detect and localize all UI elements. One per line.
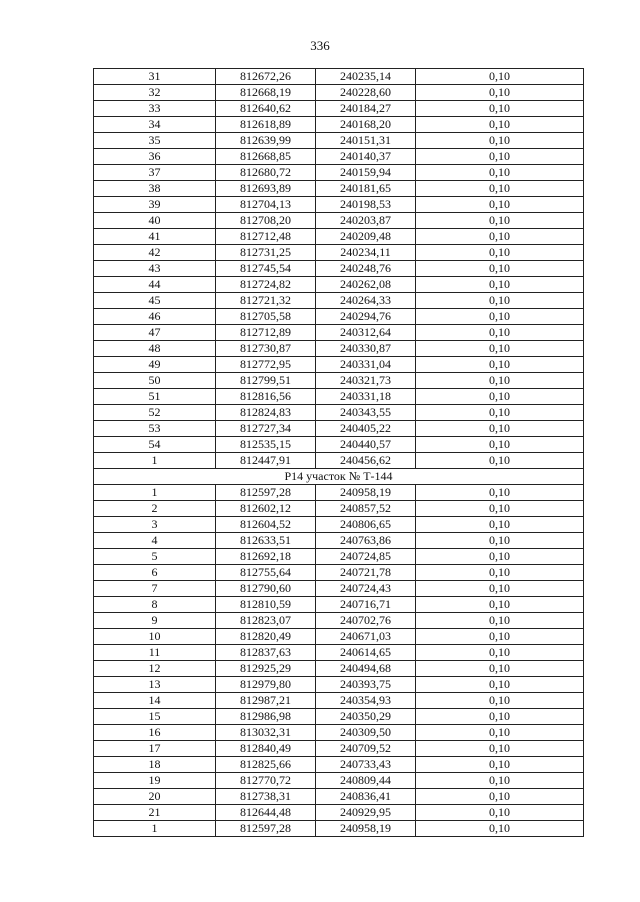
x-coordinate-cell: 812597,28 [216,821,316,837]
table-row [94,357,584,373]
table-row [94,165,584,181]
section-title: Р14 участок № Т-144 [94,469,584,485]
value-cell: 0,10 [416,85,584,101]
y-coordinate-cell: 240671,03 [316,629,416,645]
y-coordinate-cell: 240140,37 [316,149,416,165]
point-number-cell: 53 [94,421,216,437]
y-coordinate-cell: 240857,52 [316,501,416,517]
x-coordinate-cell: 812731,25 [216,245,316,261]
x-coordinate-cell: 812602,12 [216,501,316,517]
value-cell: 0,10 [416,229,584,245]
point-number-cell: 43 [94,261,216,277]
y-coordinate-cell: 240248,76 [316,261,416,277]
value-cell: 0,10 [416,453,584,469]
y-coordinate-cell: 240184,27 [316,101,416,117]
y-coordinate-cell: 240393,75 [316,677,416,693]
table-row [94,501,584,517]
point-number-cell: 35 [94,133,216,149]
y-coordinate-cell: 240198,53 [316,197,416,213]
value-cell: 0,10 [416,101,584,117]
x-coordinate-cell: 812633,51 [216,533,316,549]
x-coordinate-cell: 812790,60 [216,581,316,597]
point-number-cell: 48 [94,341,216,357]
x-coordinate-cell: 812824,83 [216,405,316,421]
table-row [94,341,584,357]
point-number-cell: 11 [94,645,216,661]
y-coordinate-cell: 240614,65 [316,645,416,661]
table-row [94,277,584,293]
table-row [94,725,584,741]
y-coordinate-cell: 240440,57 [316,437,416,453]
value-cell: 0,10 [416,197,584,213]
value-cell: 0,10 [416,549,584,565]
x-coordinate-cell: 812640,62 [216,101,316,117]
x-coordinate-cell: 812738,31 [216,789,316,805]
table-row [94,373,584,389]
table-row [94,261,584,277]
value-cell: 0,10 [416,421,584,437]
value-cell: 0,10 [416,501,584,517]
x-coordinate-cell: 812693,89 [216,181,316,197]
x-coordinate-cell: 812721,32 [216,293,316,309]
table-body [94,69,584,837]
table-row [94,309,584,325]
y-coordinate-cell: 240494,68 [316,661,416,677]
y-coordinate-cell: 240228,60 [316,85,416,101]
x-coordinate-cell: 812724,82 [216,277,316,293]
y-coordinate-cell: 240294,76 [316,309,416,325]
x-coordinate-cell: 812823,07 [216,613,316,629]
point-number-cell: 32 [94,85,216,101]
table-row [94,517,584,533]
table-row [94,645,584,661]
x-coordinate-cell: 812447,91 [216,453,316,469]
x-coordinate-cell: 812604,52 [216,517,316,533]
point-number-cell: 42 [94,245,216,261]
table-row [94,757,584,773]
value-cell: 0,10 [416,165,584,181]
y-coordinate-cell: 240958,19 [316,821,416,837]
y-coordinate-cell: 240330,87 [316,341,416,357]
point-number-cell: 12 [94,661,216,677]
point-number-cell: 39 [94,197,216,213]
value-cell: 0,10 [416,629,584,645]
table-row [94,533,584,549]
point-number-cell: 9 [94,613,216,629]
y-coordinate-cell: 240405,22 [316,421,416,437]
value-cell: 0,10 [416,533,584,549]
x-coordinate-cell: 812712,89 [216,325,316,341]
y-coordinate-cell: 240763,86 [316,533,416,549]
y-coordinate-cell: 240262,08 [316,277,416,293]
value-cell: 0,10 [416,613,584,629]
x-coordinate-cell: 812730,87 [216,341,316,357]
value-cell: 0,10 [416,69,584,85]
point-number-cell: 1 [94,821,216,837]
value-cell: 0,10 [416,517,584,533]
table-row [94,693,584,709]
x-coordinate-cell: 812618,89 [216,117,316,133]
value-cell: 0,10 [416,309,584,325]
table-row [94,709,584,725]
table-row [94,565,584,581]
y-coordinate-cell: 240354,93 [316,693,416,709]
y-coordinate-cell: 240209,48 [316,229,416,245]
table-row [94,581,584,597]
table-row [94,133,584,149]
point-number-cell: 10 [94,629,216,645]
x-coordinate-cell: 812837,63 [216,645,316,661]
point-number-cell: 7 [94,581,216,597]
point-number-cell: 44 [94,277,216,293]
y-coordinate-cell: 240331,18 [316,389,416,405]
value-cell: 0,10 [416,773,584,789]
value-cell: 0,10 [416,293,584,309]
value-cell: 0,10 [416,181,584,197]
table-row [94,549,584,565]
x-coordinate-cell: 812745,54 [216,261,316,277]
point-number-cell: 4 [94,533,216,549]
y-coordinate-cell: 240809,44 [316,773,416,789]
x-coordinate-cell: 812668,19 [216,85,316,101]
value-cell: 0,10 [416,757,584,773]
point-number-cell: 3 [94,517,216,533]
value-cell: 0,10 [416,261,584,277]
x-coordinate-cell: 812712,48 [216,229,316,245]
value-cell: 0,10 [416,405,584,421]
table-row [94,613,584,629]
table-row [94,293,584,309]
table-row [94,485,584,501]
value-cell: 0,10 [416,693,584,709]
point-number-cell: 34 [94,117,216,133]
point-number-cell: 37 [94,165,216,181]
point-number-cell: 31 [94,69,216,85]
y-coordinate-cell: 240312,64 [316,325,416,341]
table-row [94,69,584,85]
table-row [94,629,584,645]
point-number-cell: 5 [94,549,216,565]
table-row [94,85,584,101]
point-number-cell: 40 [94,213,216,229]
value-cell: 0,10 [416,789,584,805]
x-coordinate-cell: 812799,51 [216,373,316,389]
x-coordinate-cell: 812692,18 [216,549,316,565]
x-coordinate-cell: 812979,80 [216,677,316,693]
x-coordinate-cell: 812705,58 [216,309,316,325]
point-number-cell: 41 [94,229,216,245]
point-number-cell: 13 [94,677,216,693]
y-coordinate-cell: 240235,14 [316,69,416,85]
x-coordinate-cell: 812825,66 [216,757,316,773]
y-coordinate-cell: 240716,71 [316,597,416,613]
x-coordinate-cell: 812840,49 [216,741,316,757]
value-cell: 0,10 [416,277,584,293]
table-row [94,741,584,757]
y-coordinate-cell: 240806,65 [316,517,416,533]
x-coordinate-cell: 812925,29 [216,661,316,677]
table-row [94,405,584,421]
x-coordinate-cell: 812755,64 [216,565,316,581]
point-number-cell: 21 [94,805,216,821]
table-row [94,789,584,805]
value-cell: 0,10 [416,661,584,677]
x-coordinate-cell: 812987,21 [216,693,316,709]
point-number-cell: 45 [94,293,216,309]
table-row [94,661,584,677]
table-row [94,245,584,261]
y-coordinate-cell: 240456,62 [316,453,416,469]
point-number-cell: 33 [94,101,216,117]
value-cell: 0,10 [416,149,584,165]
y-coordinate-cell: 240836,41 [316,789,416,805]
y-coordinate-cell: 240234,11 [316,245,416,261]
value-cell: 0,10 [416,213,584,229]
value-cell: 0,10 [416,597,584,613]
table-row [94,805,584,821]
y-coordinate-cell: 240724,85 [316,549,416,565]
y-coordinate-cell: 240168,20 [316,117,416,133]
table-row [94,101,584,117]
table-row [94,389,584,405]
point-number-cell: 16 [94,725,216,741]
value-cell: 0,10 [416,373,584,389]
x-coordinate-cell: 813032,31 [216,725,316,741]
point-number-cell: 51 [94,389,216,405]
x-coordinate-cell: 812680,72 [216,165,316,181]
point-number-cell: 50 [94,373,216,389]
value-cell: 0,10 [416,357,584,373]
table-row [94,437,584,453]
value-cell: 0,10 [416,581,584,597]
table-row [94,197,584,213]
value-cell: 0,10 [416,645,584,661]
x-coordinate-cell: 812708,20 [216,213,316,229]
y-coordinate-cell: 240159,94 [316,165,416,181]
point-number-cell: 1 [94,453,216,469]
y-coordinate-cell: 240181,65 [316,181,416,197]
point-number-cell: 15 [94,709,216,725]
y-coordinate-cell: 240350,29 [316,709,416,725]
point-number-cell: 1 [94,485,216,501]
table-row [94,181,584,197]
table-row [94,821,584,837]
y-coordinate-cell: 240724,43 [316,581,416,597]
point-number-cell: 36 [94,149,216,165]
table-row [94,453,584,469]
x-coordinate-cell: 812820,49 [216,629,316,645]
y-coordinate-cell: 240958,19 [316,485,416,501]
table-row [94,149,584,165]
y-coordinate-cell: 240203,87 [316,213,416,229]
value-cell: 0,10 [416,437,584,453]
x-coordinate-cell: 812672,26 [216,69,316,85]
table-row [94,229,584,245]
x-coordinate-cell: 812597,28 [216,485,316,501]
x-coordinate-cell: 812986,98 [216,709,316,725]
value-cell: 0,10 [416,725,584,741]
point-number-cell: 14 [94,693,216,709]
table-row [94,677,584,693]
point-number-cell: 54 [94,437,216,453]
x-coordinate-cell: 812644,48 [216,805,316,821]
page-number: 336 [310,38,330,53]
value-cell: 0,10 [416,117,584,133]
value-cell: 0,10 [416,741,584,757]
y-coordinate-cell: 240733,43 [316,757,416,773]
value-cell: 0,10 [416,341,584,357]
y-coordinate-cell: 240264,33 [316,293,416,309]
point-number-cell: 20 [94,789,216,805]
x-coordinate-cell: 812816,56 [216,389,316,405]
table-row [94,213,584,229]
value-cell: 0,10 [416,133,584,149]
point-number-cell: 17 [94,741,216,757]
point-number-cell: 18 [94,757,216,773]
y-coordinate-cell: 240321,73 [316,373,416,389]
point-number-cell: 38 [94,181,216,197]
point-number-cell: 8 [94,597,216,613]
table-row [94,773,584,789]
x-coordinate-cell: 812639,99 [216,133,316,149]
value-cell: 0,10 [416,245,584,261]
value-cell: 0,10 [416,389,584,405]
x-coordinate-cell: 812810,59 [216,597,316,613]
y-coordinate-cell: 240702,76 [316,613,416,629]
point-number-cell: 6 [94,565,216,581]
x-coordinate-cell: 812727,34 [216,421,316,437]
value-cell: 0,10 [416,677,584,693]
section-header-row [94,469,584,485]
table-row [94,421,584,437]
x-coordinate-cell: 812772,95 [216,357,316,373]
y-coordinate-cell: 240709,52 [316,741,416,757]
table-row [94,325,584,341]
point-number-cell: 2 [94,501,216,517]
y-coordinate-cell: 240721,78 [316,565,416,581]
coordinates-table [93,68,584,837]
point-number-cell: 46 [94,309,216,325]
point-number-cell: 47 [94,325,216,341]
y-coordinate-cell: 240343,55 [316,405,416,421]
x-coordinate-cell: 812704,13 [216,197,316,213]
point-number-cell: 49 [94,357,216,373]
x-coordinate-cell: 812535,15 [216,437,316,453]
value-cell: 0,10 [416,485,584,501]
y-coordinate-cell: 240929,95 [316,805,416,821]
x-coordinate-cell: 812668,85 [216,149,316,165]
y-coordinate-cell: 240151,31 [316,133,416,149]
value-cell: 0,10 [416,709,584,725]
value-cell: 0,10 [416,325,584,341]
y-coordinate-cell: 240331,04 [316,357,416,373]
point-number-cell: 19 [94,773,216,789]
point-number-cell: 52 [94,405,216,421]
table-row [94,117,584,133]
y-coordinate-cell: 240309,50 [316,725,416,741]
value-cell: 0,10 [416,565,584,581]
value-cell: 0,10 [416,805,584,821]
value-cell: 0,10 [416,821,584,837]
table-row [94,597,584,613]
x-coordinate-cell: 812770,72 [216,773,316,789]
